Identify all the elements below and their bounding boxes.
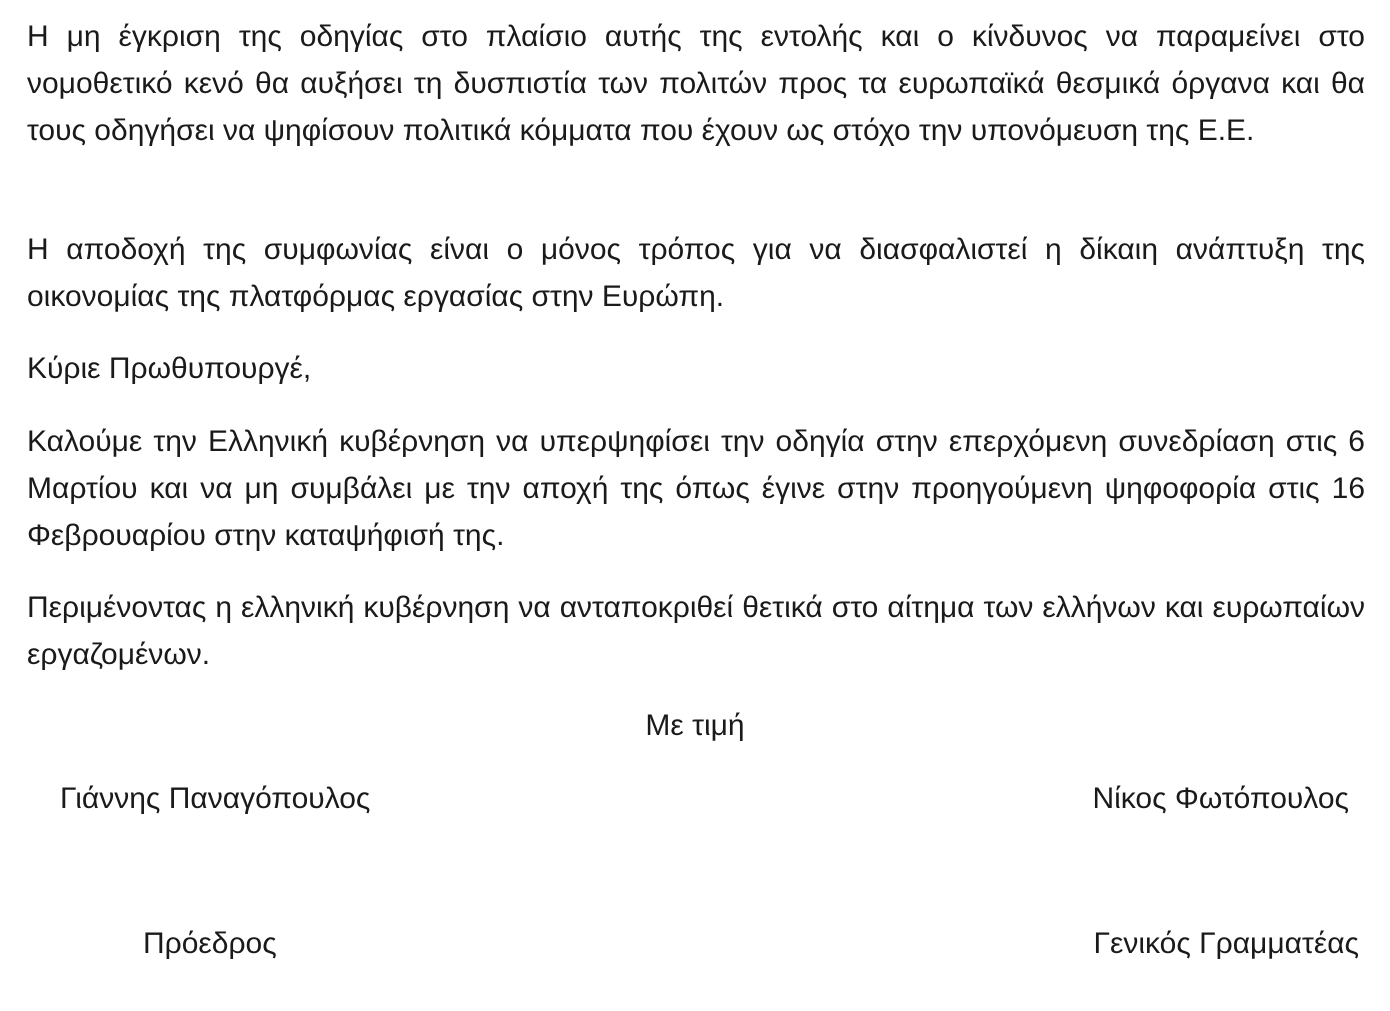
paragraph-eu-directive-risk: Η μη έγκριση της οδηγίας στο πλαίσιο αυτής της εντολής και ο κίνδυνος να παραμείνει στο νομοθετικό κενό θα αυξήσει τη δυσπιστία των πολιτών προς τα ευρωπαϊκά θεσμικά όργανα και θα τους οδηγήσει να ψηφίσουν πολιτικά κόμματα που έχουν ως στόχο την υπονόμευση της Ε.Ε. — [27, 20, 1365, 147]
closing-phrase: Με τιμή — [645, 709, 745, 742]
paragraph-awaiting-response: Περιμένοντας η ελληνική κυβέρνηση να ανταποκριθεί θετικά στο αίτημα των ελλήνων και ευρωπαίων εργαζομένων. — [27, 591, 1365, 671]
signatory-left-title: Πρόεδρος — [143, 927, 277, 960]
salutation: Κύριε Πρωθυπουργέ, — [27, 352, 312, 385]
signatory-right-title: Γενικός Γραμματέας — [1093, 927, 1359, 960]
signatory-right-name: Νίκος Φωτόπουλος — [1092, 782, 1349, 815]
signatory-left-name: Γιάννης Παναγόπουλος — [60, 782, 371, 815]
paragraph-government-call: Καλούμε την Ελληνική κυβέρνηση να υπερψηφίσει την οδηγία στην επερχόμενη συνεδρίαση στις 6 Μαρτίου και να μη συμβάλει με την αποχή της όπως έγινε στην προηγούμενη ψηφοφορία στις 16 Φεβρουαρίου στην καταψήφισή της. — [27, 425, 1365, 552]
paragraph-agreement-acceptance: Η αποδοχή της συμφωνίας είναι ο μόνος τρόπος για να διασφαλιστεί η δίκαιη ανάπτυξη της οικονομίας της πλατφόρμας εργασίας στην Ευρώπη. — [27, 233, 1365, 313]
